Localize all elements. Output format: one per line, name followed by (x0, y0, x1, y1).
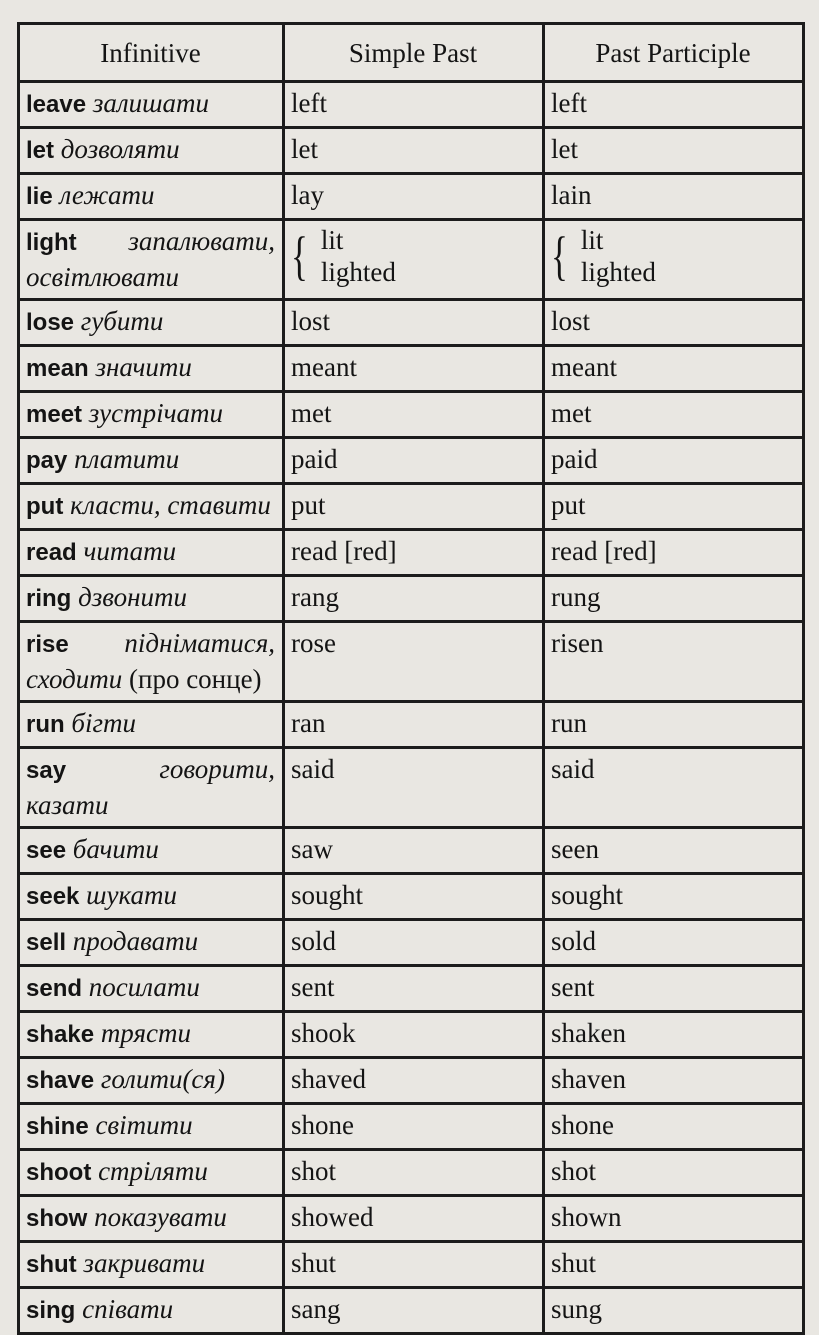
header-row (19, 24, 804, 82)
simple-past-cell: shone (284, 1104, 544, 1150)
infinitive-english: light (26, 229, 77, 256)
alternative-form: lit (580, 225, 604, 255)
past-participle-cell (544, 220, 804, 300)
infinitive-translation: бігти (71, 708, 137, 738)
infinitive-english: sell (26, 929, 67, 956)
simple-past-cell: shut (284, 1242, 544, 1288)
past-participle-cell: sold (544, 920, 804, 966)
alternative-form: lighted (320, 257, 396, 287)
past-participle-cell: risen (544, 622, 804, 702)
table-row (19, 82, 804, 128)
simple-past-cell: meant (284, 346, 544, 392)
infinitive-english: rise (26, 631, 69, 658)
infinitive-cell (19, 392, 284, 438)
table-row (19, 920, 804, 966)
table-row (19, 1058, 804, 1104)
simple-past-cell: sought (284, 874, 544, 920)
infinitive-translation: стріляти (98, 1156, 208, 1186)
simple-past-cell: rang (284, 576, 544, 622)
simple-past-cell: lost (284, 300, 544, 346)
header-simple-past: Simple Past (284, 24, 544, 82)
infinitive-english: read (26, 539, 77, 566)
simple-past-cell (284, 220, 544, 300)
irregular-verbs-table (17, 22, 805, 1335)
infinitive-english: sing (26, 1297, 76, 1324)
table-row (19, 1012, 804, 1058)
simple-past-cell: said (284, 748, 544, 828)
table-row (19, 828, 804, 874)
alternative-form: lit (320, 225, 344, 255)
infinitive-cell (19, 82, 284, 128)
infinitive-translation: зустрічати (88, 398, 223, 428)
alternative-list (581, 224, 656, 288)
brace-glyph: { (551, 226, 568, 286)
infinitive-english: shine (26, 1113, 89, 1140)
past-participle-cell: let (544, 128, 804, 174)
simple-past-cell: lay (284, 174, 544, 220)
infinitive-cell (19, 1242, 284, 1288)
simple-past-cell: paid (284, 438, 544, 484)
table-row (19, 702, 804, 748)
past-participle-cell: shot (544, 1150, 804, 1196)
simple-past-cell: left (284, 82, 544, 128)
infinitive-english: meet (26, 401, 83, 428)
table-row (19, 874, 804, 920)
table-row (19, 174, 804, 220)
infinitive-english: put (26, 493, 64, 520)
infinitive-cell (19, 1058, 284, 1104)
infinitive-cell (19, 128, 284, 174)
infinitive-cell (19, 484, 284, 530)
infinitive-translation: платити (74, 444, 180, 474)
simple-past-cell: sold (284, 920, 544, 966)
infinitive-cell (19, 1196, 284, 1242)
infinitive-translation: закривати (83, 1248, 206, 1278)
table-row (19, 530, 804, 576)
header-infinitive: Infinitive (19, 24, 284, 82)
infinitive-translation: лежати (59, 180, 155, 210)
past-participle-cell: left (544, 82, 804, 128)
infinitive-cell (19, 748, 284, 828)
infinitive-translation: світити (95, 1110, 193, 1140)
alternative-form: lighted (580, 257, 656, 287)
table-row (19, 1242, 804, 1288)
infinitive-english: send (26, 975, 83, 1002)
table-row (19, 346, 804, 392)
simple-past-cell: shook (284, 1012, 544, 1058)
alternative-list (321, 224, 396, 288)
past-participle-cell: shone (544, 1104, 804, 1150)
infinitive-english: show (26, 1205, 88, 1232)
table-row (19, 1196, 804, 1242)
infinitive-cell (19, 1104, 284, 1150)
infinitive-translation: шукати (86, 880, 177, 910)
simple-past-cell: let (284, 128, 544, 174)
past-participle-cell: paid (544, 438, 804, 484)
table-row (19, 748, 804, 828)
infinitive-english: see (26, 837, 67, 864)
table-body (19, 82, 804, 1334)
infinitive-cell (19, 438, 284, 484)
infinitive-english: lose (26, 309, 75, 336)
infinitive-translation: дзвонити (78, 582, 188, 612)
infinitive-english: lie (26, 183, 53, 210)
infinitive-translation: продавати (72, 926, 199, 956)
infinitive-translation: залишати (92, 88, 209, 118)
infinitive-cell (19, 300, 284, 346)
past-participle-cell: lain (544, 174, 804, 220)
infinitive-translation: посилати (88, 972, 200, 1002)
table-row (19, 1288, 804, 1334)
simple-past-cell: rose (284, 622, 544, 702)
table-row (19, 128, 804, 174)
infinitive-cell (19, 828, 284, 874)
infinitive-english: ring (26, 585, 72, 612)
table-row (19, 1150, 804, 1196)
past-participle-cell: shaken (544, 1012, 804, 1058)
past-participle-cell: said (544, 748, 804, 828)
infinitive-english: leave (26, 91, 87, 118)
translation-note: (про сонце) (129, 664, 262, 694)
infinitive-cell (19, 920, 284, 966)
infinitive-translation: співати (82, 1294, 174, 1324)
simple-past-cell: showed (284, 1196, 544, 1242)
past-participle-cell: seen (544, 828, 804, 874)
infinitive-english: mean (26, 355, 89, 382)
past-participle-cell: sung (544, 1288, 804, 1334)
past-participle-cell: rung (544, 576, 804, 622)
infinitive-cell (19, 220, 284, 300)
simple-past-cell: met (284, 392, 544, 438)
simple-past-cell: shaved (284, 1058, 544, 1104)
infinitive-translation: голити(ся) (100, 1064, 225, 1094)
infinitive-cell (19, 1288, 284, 1334)
infinitive-cell (19, 530, 284, 576)
past-participle-cell: lost (544, 300, 804, 346)
simple-past-cell: sang (284, 1288, 544, 1334)
simple-past-cell: saw (284, 828, 544, 874)
infinitive-translation: дозволяти (60, 134, 180, 164)
infinitive-translation: показувати (94, 1202, 227, 1232)
infinitive-cell (19, 174, 284, 220)
infinitive-english: seek (26, 883, 80, 910)
infinitive-cell (19, 1150, 284, 1196)
simple-past-cell: shot (284, 1150, 544, 1196)
past-participle-cell: read [red] (544, 530, 804, 576)
alternative-forms (291, 224, 535, 288)
table-row (19, 1104, 804, 1150)
infinitive-translation: читати (83, 536, 177, 566)
infinitive-translation: запалювати, освітлювати (26, 226, 275, 292)
alternative-forms (551, 224, 795, 288)
infinitive-english: shut (26, 1251, 77, 1278)
past-participle-cell: run (544, 702, 804, 748)
infinitive-english: say (26, 757, 67, 784)
infinitive-english: run (26, 711, 65, 738)
past-participle-cell: put (544, 484, 804, 530)
brace-glyph: { (291, 226, 308, 286)
infinitive-translation: класти, ставити (70, 490, 271, 520)
past-participle-cell: meant (544, 346, 804, 392)
simple-past-cell: ran (284, 702, 544, 748)
infinitive-cell (19, 966, 284, 1012)
infinitive-cell (19, 346, 284, 392)
infinitive-cell (19, 576, 284, 622)
table-row (19, 438, 804, 484)
past-participle-cell: met (544, 392, 804, 438)
table-row (19, 576, 804, 622)
infinitive-translation: бачити (72, 834, 159, 864)
past-participle-cell: sought (544, 874, 804, 920)
past-participle-cell: shut (544, 1242, 804, 1288)
simple-past-cell: read [red] (284, 530, 544, 576)
past-participle-cell: sent (544, 966, 804, 1012)
table-row (19, 300, 804, 346)
simple-past-cell: sent (284, 966, 544, 1012)
table-row (19, 220, 804, 300)
infinitive-english: shave (26, 1067, 95, 1094)
past-participle-cell: shaven (544, 1058, 804, 1104)
table-header (19, 24, 804, 82)
infinitive-cell (19, 702, 284, 748)
table-row (19, 622, 804, 702)
infinitive-translation: значити (95, 352, 192, 382)
infinitive-translation: губити (80, 306, 164, 336)
infinitive-translation: трясти (100, 1018, 191, 1048)
table-row (19, 966, 804, 1012)
header-past-participle: Past Participle (544, 24, 804, 82)
infinitive-english: shake (26, 1021, 95, 1048)
table-row (19, 484, 804, 530)
infinitive-translation: говорити, казати (26, 754, 275, 820)
table-row (19, 392, 804, 438)
past-participle-cell: shown (544, 1196, 804, 1242)
infinitive-cell (19, 622, 284, 702)
infinitive-cell (19, 874, 284, 920)
infinitive-english: shoot (26, 1159, 92, 1186)
infinitive-cell (19, 1012, 284, 1058)
infinitive-translation: підніматися, сходити (26, 628, 275, 694)
infinitive-english: pay (26, 447, 68, 474)
infinitive-english: let (26, 137, 55, 164)
simple-past-cell: put (284, 484, 544, 530)
